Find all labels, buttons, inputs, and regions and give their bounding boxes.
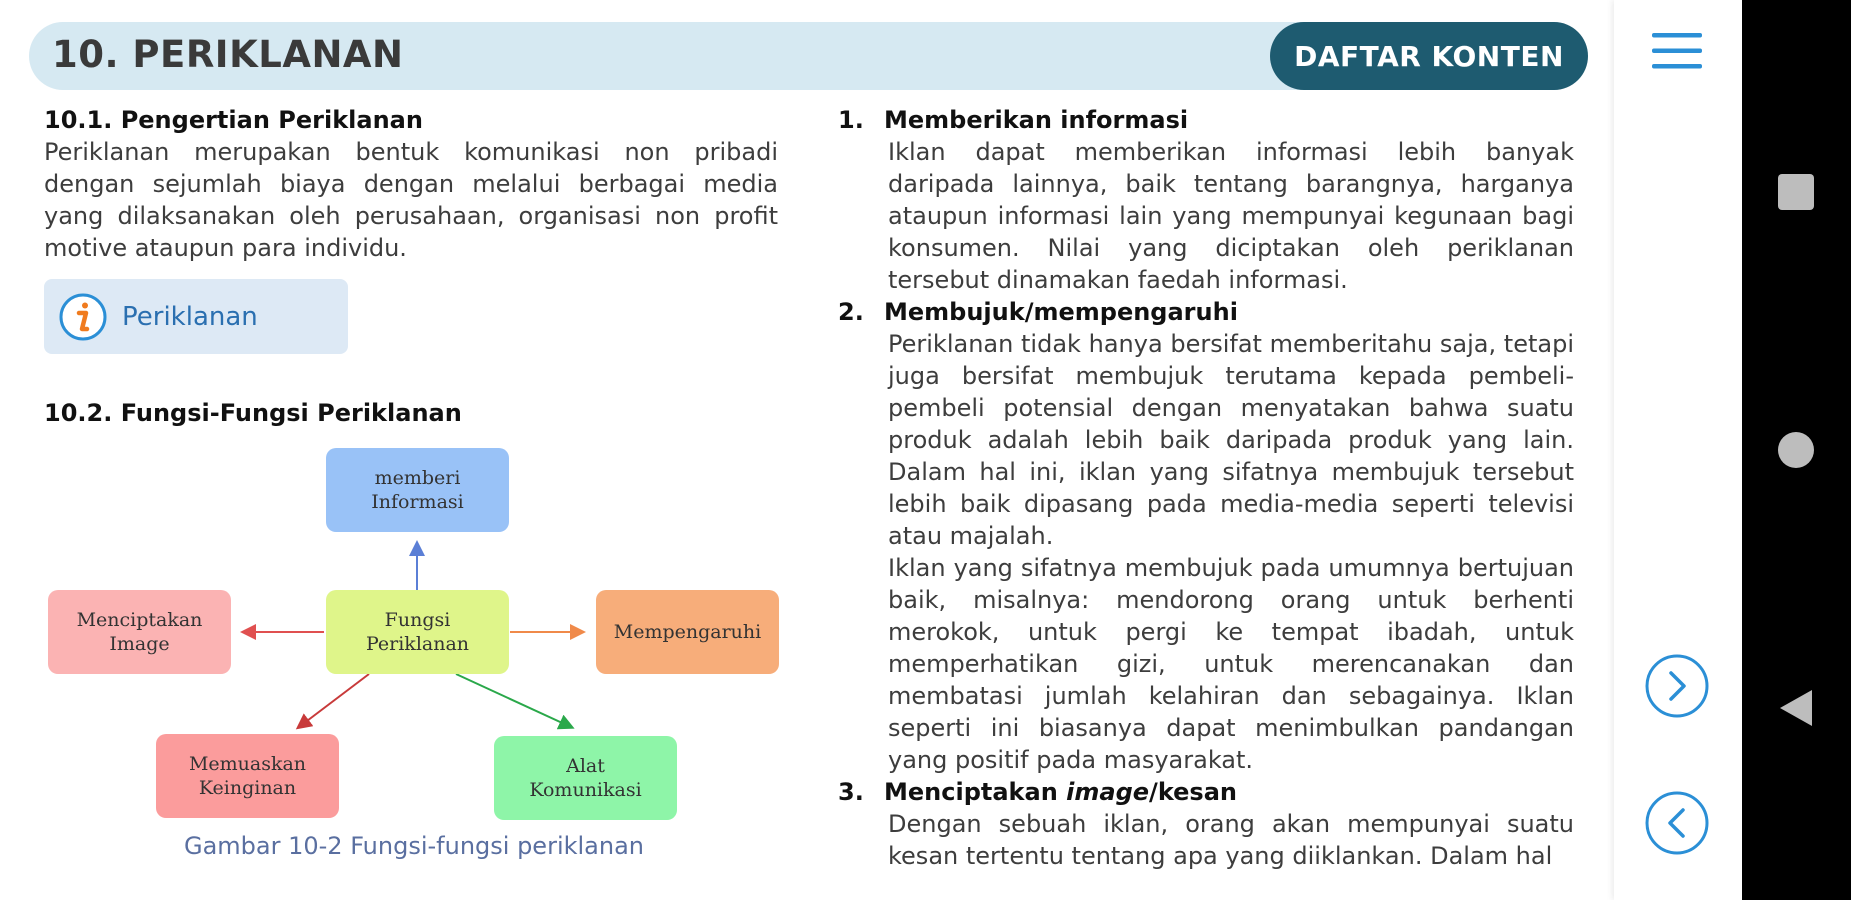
diagram-box-bottom-left: Memuaskan Keinginan bbox=[156, 734, 339, 818]
diagram-box-bottom-right: Alat Komunikasi bbox=[494, 736, 677, 820]
circle-icon[interactable] bbox=[1776, 430, 1816, 470]
diagram-box-top: memberi Informasi bbox=[326, 448, 509, 532]
list-item-paragraph: Dengan sebuah iklan, orang akan mempunyai suatu kesan tertentu tentang apa yang diiklankan. Dalam hal bbox=[888, 810, 1574, 870]
diagram-box-right: Mempengaruhi bbox=[596, 590, 779, 674]
list-item bbox=[838, 296, 1574, 776]
diagram-box-center: Fungsi Periklanan bbox=[326, 590, 509, 674]
chevron-left-circle-icon[interactable] bbox=[1644, 790, 1710, 856]
list-item bbox=[838, 776, 1574, 872]
list-item-title: Memberikan informasi bbox=[884, 106, 1189, 134]
side-navigation-rail bbox=[1614, 0, 1742, 900]
list-item-number: 1. bbox=[838, 106, 864, 134]
arrow-to-bottom-right bbox=[456, 674, 571, 727]
chevron-right-circle-icon[interactable] bbox=[1644, 653, 1710, 719]
list-item-paragraph: Iklan dapat memberikan informasi lebih banyak daripada lainnya, baik tentang barangnya, harganya ataupun informasi lain yang mempunyai kegunaan bagi konsumen. Nilai yang diciptakan oleh periklanan tersebut dinamakan faedah informasi. bbox=[888, 138, 1574, 294]
diagram-caption: Gambar 10-2 Fungsi-fungsi periklanan bbox=[183, 832, 645, 860]
list-item-paragraph: Iklan yang sifatnya membujuk pada umumnya bertujuan baik, misalnya: mendorong orang untuk berhenti merokok, untuk pergi ke tempat ibadah, untuk memperhatikan gizi, untuk merencanakan dan membatasi jumlah kelahiran dan sebagainya. Iklan seperti ini biasanya dapat menimbulkan pandangan yang positif pada masyarakat. bbox=[888, 554, 1574, 774]
functions-diagram bbox=[44, 444, 784, 824]
list-item-title: Membujuk/mempengaruhi bbox=[884, 298, 1238, 326]
triangle-back-icon[interactable] bbox=[1776, 688, 1816, 728]
diagram-box-left: Menciptakan Image bbox=[48, 590, 231, 674]
list-item-paragraph: Periklanan tidak hanya bersifat memberitahu saja, tetapi juga bersifat membujuk terutama kepada pembeli-pembeli potensial dengan menyatakan bahwa suatu produk adalah lebih baik daripada produk yang lain. Dalam hal ini, iklan yang sifatnya membujuk tersebut lebih baik dipasang pada media-media seperti televisi atau majalah. bbox=[888, 330, 1574, 550]
square-icon[interactable] bbox=[1776, 172, 1816, 212]
android-navigation-bar bbox=[1742, 0, 1851, 900]
list-item-number: 2. bbox=[838, 298, 864, 326]
title-part: Menciptakan bbox=[884, 778, 1067, 806]
left-column bbox=[44, 104, 778, 264]
section-paragraph-pengertian: Periklanan merupakan bentuk komunikasi non pribadi dengan sejumlah biaya dengan melalui berbagai media yang dilaksanakan oleh perusahaan, organisasi non profit motive ataupun para individu. bbox=[44, 138, 778, 262]
right-column bbox=[838, 104, 1574, 872]
table-of-contents-button[interactable]: DAFTAR KONTEN bbox=[1270, 22, 1588, 90]
section-heading-pengertian: 10.1. Pengertian Periklanan bbox=[44, 106, 423, 134]
info-link-label: Periklanan bbox=[122, 301, 258, 332]
section-heading-fungsi: 10.2. Fungsi-Fungsi Periklanan bbox=[44, 399, 462, 427]
info-icon bbox=[58, 292, 108, 342]
list-item bbox=[838, 104, 1574, 296]
list-item-title bbox=[884, 776, 1574, 808]
hamburger-menu-icon[interactable] bbox=[1650, 30, 1704, 72]
title-emphasis: image bbox=[1066, 778, 1150, 806]
chapter-title: 10. PERIKLANAN bbox=[52, 33, 404, 76]
info-link-periklanan[interactable] bbox=[44, 279, 348, 354]
title-part: /kesan bbox=[1149, 778, 1237, 806]
arrow-to-bottom-left bbox=[299, 674, 369, 727]
list-item-number: 3. bbox=[838, 778, 864, 806]
